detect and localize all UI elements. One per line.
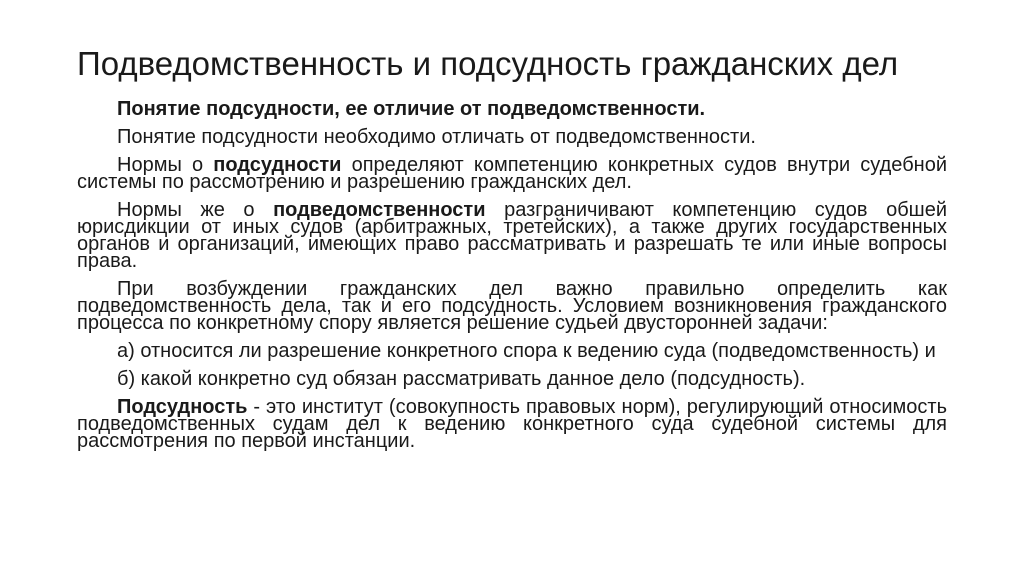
paragraph-3-text: разграничивают компетенцию судов обшей юрисдикции от иных судов (арбитражных, третейских), а также других государственных органов и организаций, имеющих право рассматривать и разрешать те или иные вопросы права. — [77, 199, 948, 272]
term-podvedomstvennost: подведомственности — [273, 199, 486, 221]
paragraph-3 — [77, 199, 948, 272]
slide-title: Подведомственность и подсудность гражданских дел — [77, 45, 899, 82]
paragraph-5: а) относится ли разрешение конкретного спора к ведению суда (подведомственность) и — [117, 340, 936, 362]
paragraph-2-text: определяют компетенцию конкретных судов внутри судебной системы по рассмотрению и разрешению гражданских дел. — [77, 154, 947, 193]
paragraph-7 — [77, 396, 947, 452]
paragraph-4: При возбуждении гражданских дел важно правильно определить как подведомственность дела, так и его подсудность. Условием возникновения гражданского процесса по конкретному спору является решение судьей двусторонней задачи: — [77, 278, 947, 334]
paragraph-2-lead: Нормы о — [117, 154, 214, 176]
term-podsudnost-definition: Подсудность — [117, 396, 248, 418]
slide-content — [77, 98, 948, 461]
paragraph-1: Понятие подсудности необходимо отличать от подведомственности. — [117, 126, 756, 148]
paragraph-3-lead: Нормы же о — [117, 199, 274, 221]
section-heading: Понятие подсудности, ее отличие от подведомственности. — [117, 98, 706, 120]
paragraph-6: б) какой конкретно суд обязан рассматривать данное дело (подсудность). — [117, 368, 806, 390]
term-podsudnost: подсудности — [213, 154, 342, 176]
paragraph-7-text: - это институт (совокупность правовых норм), регулирующий относимость подведомственных судам дел к ведению конкретного суда судебной системы для рассмотрения по первой инстанции. — [77, 396, 947, 452]
paragraph-2 — [77, 154, 947, 193]
